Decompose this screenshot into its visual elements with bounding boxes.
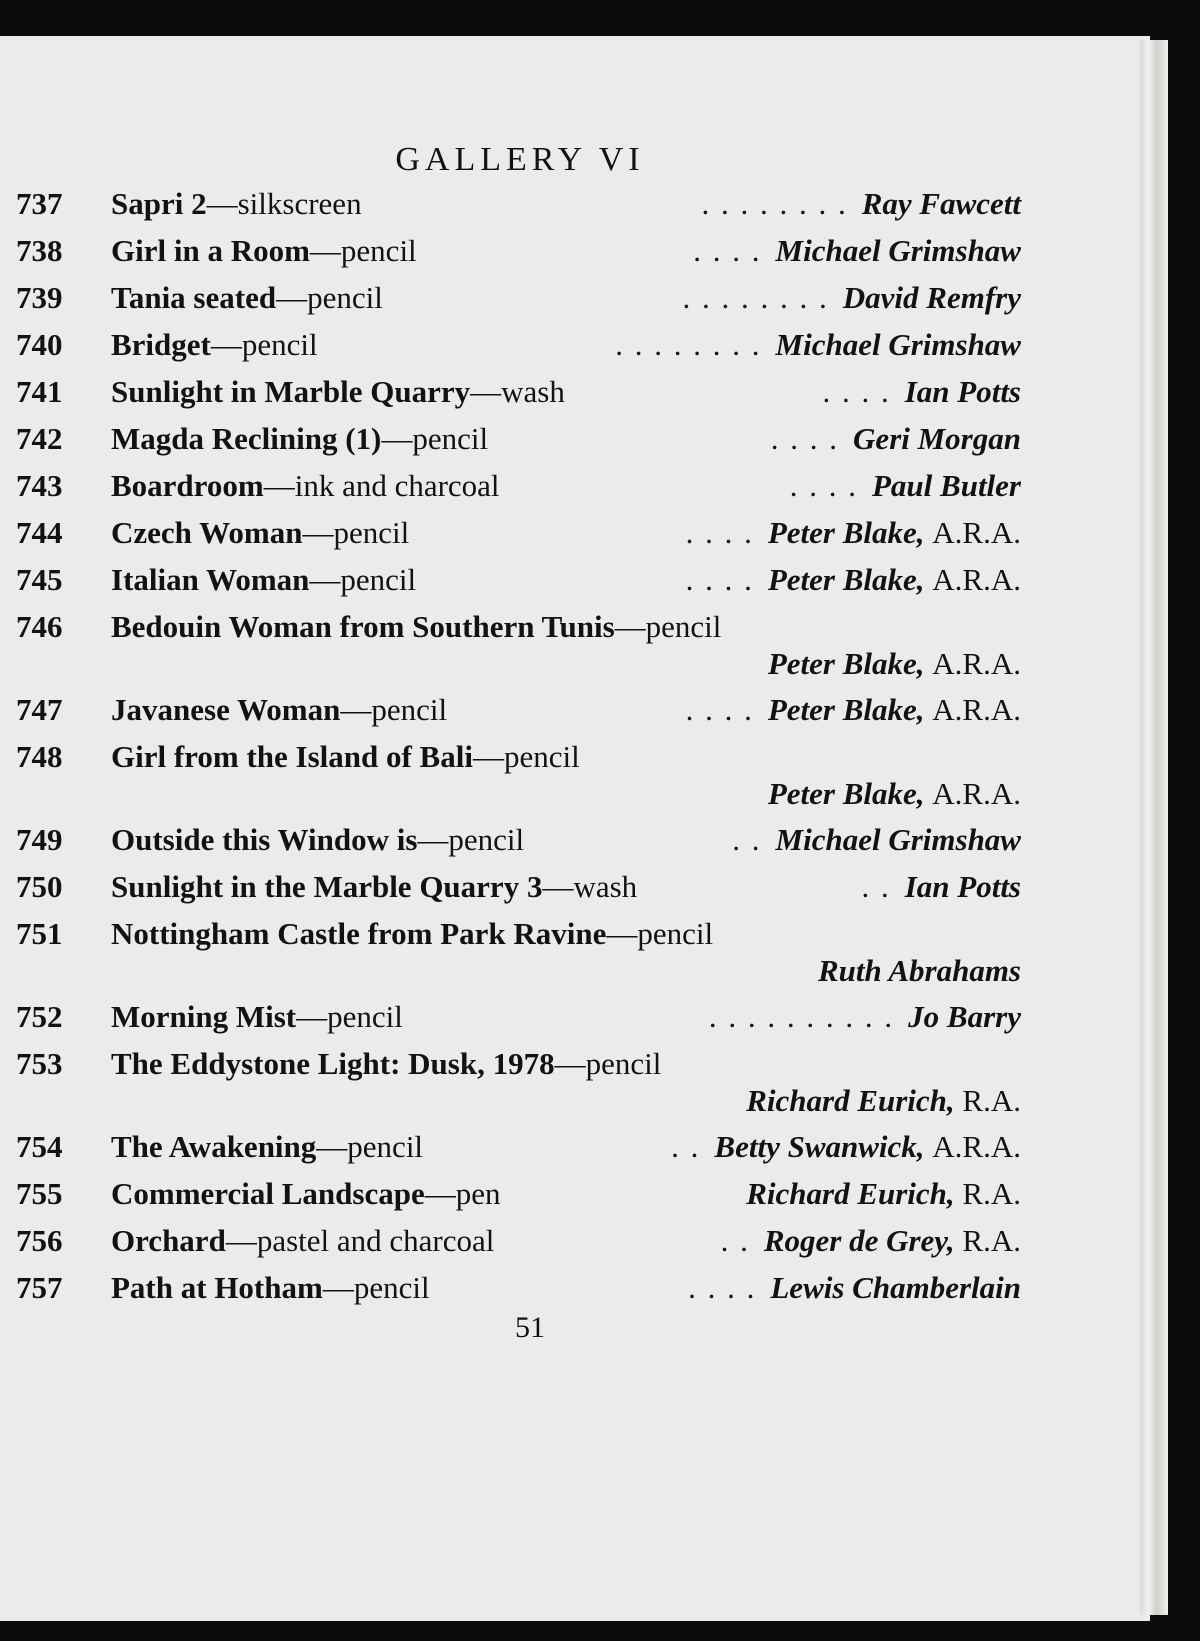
entry-number: 744 <box>16 515 63 550</box>
entry-medium: —pencil <box>417 822 525 857</box>
entry-title: Bedouin Woman from Southern Tunis <box>111 609 615 644</box>
entry-artist: Ian Potts <box>904 374 1021 409</box>
entry-artist: Peter Blake, <box>767 692 925 727</box>
entry-title: Boardroom <box>111 468 264 503</box>
catalogue-entry <box>16 468 1021 515</box>
entry-title: Path at Hotham <box>111 1270 323 1305</box>
entry-artist: Ian Potts <box>904 869 1021 904</box>
entry-number: 738 <box>16 233 63 268</box>
catalogue-entry <box>16 1176 1021 1223</box>
entry-number: 749 <box>16 822 63 857</box>
catalogue-entry <box>16 186 1021 233</box>
entry-title: Sapri 2 <box>111 186 207 221</box>
catalogue-entry <box>16 515 1021 562</box>
catalogue-entry <box>16 1046 1021 1119</box>
leader-dots: . . . . <box>770 421 840 456</box>
entry-title: Javanese Woman <box>111 692 341 727</box>
catalogue-list <box>16 186 1021 1317</box>
entry-title: Sunlight in the Marble Quarry 3 <box>111 869 543 904</box>
leader-dots: . . . . . . . . <box>701 186 848 221</box>
entry-artist: Michael Grimshaw <box>775 822 1021 857</box>
leader-dots: . . . . . . . . <box>682 280 829 315</box>
entry-medium: —pencil <box>322 1270 430 1305</box>
entry-title: Morning Mist <box>111 999 297 1034</box>
leader-dots: . . . . <box>822 374 891 409</box>
entry-title: Czech Woman <box>111 515 303 550</box>
page-number: 51 <box>515 1311 545 1344</box>
entry-number: 741 <box>16 374 63 409</box>
entry-title: Sunlight in Marble Quarry <box>111 374 471 409</box>
entry-medium: —pencil <box>210 327 318 362</box>
entry-number: 737 <box>16 186 63 221</box>
leader-dots: . . <box>671 1129 701 1164</box>
catalogue-entry <box>16 1270 1021 1317</box>
catalogue-entry <box>16 609 1021 682</box>
catalogue-entry <box>16 233 1021 280</box>
entry-artist: Peter Blake, <box>767 562 925 597</box>
entry-artist: Ray Fawcett <box>861 186 1021 221</box>
entry-medium: —pencil <box>340 692 448 727</box>
entry-number: 755 <box>16 1176 63 1211</box>
entry-title: Magda Reclining (1) <box>111 421 382 456</box>
leader-dots: . . . . <box>685 562 754 597</box>
entry-number: 745 <box>16 562 63 597</box>
entry-number: 747 <box>16 692 63 727</box>
entry-title: Tania seated <box>111 280 277 315</box>
entry-number: 748 <box>16 739 63 774</box>
leader-dots: . . . . <box>693 233 762 268</box>
entry-title: Nottingham Castle from Park Ravine <box>111 916 607 951</box>
page-edge <box>1140 40 1168 1615</box>
entry-medium: —pencil <box>316 1129 424 1164</box>
catalogue-entry <box>16 1129 1021 1176</box>
entry-medium: —pencil <box>554 1046 662 1081</box>
catalogue-page <box>0 36 1150 1621</box>
entry-medium: —pencil <box>309 562 417 597</box>
entry-medium: —pencil <box>614 609 722 644</box>
entry-title: The Awakening <box>111 1129 317 1164</box>
entry-artist: Michael Grimshaw <box>775 327 1021 362</box>
entry-medium: —pencil <box>381 421 489 456</box>
leader-dots: . . . . <box>685 692 754 727</box>
entry-artist: Betty Swanwick, <box>714 1129 925 1164</box>
entry-artist: Lewis Chamberlain <box>770 1270 1021 1305</box>
entry-artist: Peter Blake, <box>767 776 925 811</box>
leader-dots: . . . . . . . . . . <box>708 999 895 1034</box>
entry-number: 752 <box>16 999 63 1034</box>
leader-dots: . . <box>861 869 891 904</box>
leader-dots: . . <box>732 822 762 857</box>
catalogue-entry <box>16 999 1021 1046</box>
entry-number: 739 <box>16 280 63 315</box>
entry-number: 753 <box>16 1046 63 1081</box>
entry-artist: Peter Blake, <box>767 646 925 681</box>
entry-artist: Ruth Abrahams <box>817 953 1021 988</box>
entry-artist: Michael Grimshaw <box>775 233 1021 268</box>
entry-artist: Peter Blake, <box>767 515 925 550</box>
entry-medium: —ink and charcoal <box>263 468 500 503</box>
entry-number: 756 <box>16 1223 63 1258</box>
entry-honour: A.R.A. <box>932 646 1021 681</box>
entry-medium: —pencil <box>296 999 403 1034</box>
catalogue-entry <box>16 692 1021 739</box>
entry-number: 757 <box>16 1270 63 1305</box>
entry-medium: —pastel and charcoal <box>225 1223 495 1258</box>
entry-medium: —pencil <box>472 739 580 774</box>
catalogue-entry <box>16 327 1021 374</box>
entry-title: The Eddystone Light: Dusk, 1978 <box>111 1046 555 1081</box>
catalogue-entry <box>16 869 1021 916</box>
entry-title: Bridget <box>111 327 211 362</box>
entry-number: 740 <box>16 327 63 362</box>
entry-number: 751 <box>16 916 63 951</box>
catalogue-entry <box>16 421 1021 468</box>
catalogue-entry <box>16 916 1021 989</box>
catalogue-entry <box>16 280 1021 327</box>
leader-dots: . . . . <box>685 515 754 550</box>
entry-honour: R.A. <box>962 1223 1021 1258</box>
entry-honour: R.A. <box>962 1176 1021 1211</box>
gallery-heading: GALLERY VI <box>395 140 645 178</box>
leader-dots: . . . . <box>688 1270 757 1305</box>
entry-number: 754 <box>16 1129 63 1164</box>
catalogue-entry <box>16 374 1021 421</box>
entry-artist: Jo Barry <box>908 999 1021 1034</box>
entry-title: Outside this Window is <box>111 822 418 857</box>
entry-medium: —pencil <box>276 280 383 315</box>
entry-honour: A.R.A. <box>932 562 1021 597</box>
entry-artist: Geri Morgan <box>853 421 1021 456</box>
entry-artist: Richard Eurich, <box>746 1083 955 1118</box>
entry-honour: A.R.A. <box>932 1129 1021 1164</box>
entry-title: Orchard <box>111 1223 226 1258</box>
entry-number: 746 <box>16 609 63 644</box>
entry-title: Italian Woman <box>111 562 310 597</box>
entry-honour: A.R.A. <box>932 515 1021 550</box>
entry-honour: A.R.A. <box>932 776 1021 811</box>
entry-artist: Paul Butler <box>871 468 1021 503</box>
leader-dots: . . . . . . . . <box>615 327 762 362</box>
catalogue-entry <box>16 822 1021 869</box>
catalogue-entry <box>16 1223 1021 1270</box>
entry-honour: R.A. <box>962 1083 1021 1118</box>
entry-medium: —pencil <box>606 916 714 951</box>
leader-dots: . . <box>720 1223 750 1258</box>
entry-honour: A.R.A. <box>932 692 1021 727</box>
leader-dots: . . . . <box>789 468 858 503</box>
entry-medium: —pencil <box>302 515 410 550</box>
entry-number: 743 <box>16 468 63 503</box>
entry-medium: —pencil <box>309 233 417 268</box>
entry-number: 750 <box>16 869 63 904</box>
entry-artist: David Remfry <box>842 280 1021 315</box>
entry-medium: —wash <box>542 869 638 904</box>
entry-title: Girl in a Room <box>111 233 310 268</box>
entry-medium: —wash <box>470 374 565 409</box>
entry-medium: —pen <box>424 1176 501 1211</box>
entry-number: 742 <box>16 421 63 456</box>
entry-artist: Richard Eurich, <box>746 1176 955 1211</box>
catalogue-entry <box>16 562 1021 609</box>
entry-medium: —silkscreen <box>206 186 362 221</box>
catalogue-entry <box>16 739 1021 812</box>
entry-title: Commercial Landscape <box>111 1176 425 1211</box>
entry-title: Girl from the Island of Bali <box>111 739 473 774</box>
entry-artist: Roger de Grey, <box>763 1223 955 1258</box>
